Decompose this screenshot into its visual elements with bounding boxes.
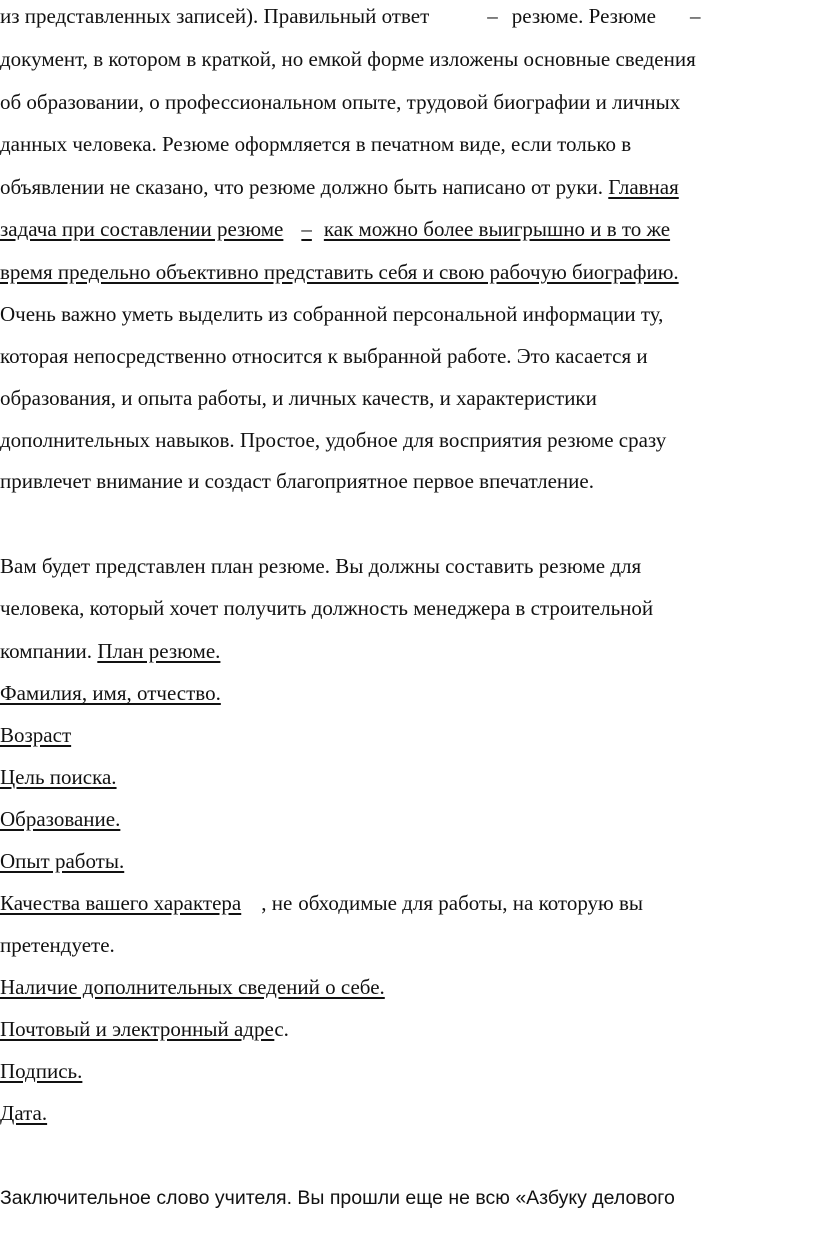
text-fragment: резюме. Резюме (511, 4, 656, 28)
plan-item-qualities (0, 888, 816, 918)
dash: – (487, 4, 498, 28)
para1-line-8: Очень важно уметь выделить из собранной персональной информации ту, (0, 302, 664, 326)
text-fragment: компании. (0, 639, 93, 663)
text-fragment: обходимые для работы, на которую вы (298, 891, 644, 915)
para1-line-6 (0, 214, 816, 244)
plan-item-date: Дата. (0, 1101, 48, 1125)
para1-line-5 (0, 172, 816, 202)
closing-line: Заключительное слово учителя. Вы прошли еще не всю «Азбуку делового (0, 1187, 675, 1209)
text-fragment: , не (261, 891, 293, 915)
plan-heading: План резюме. (97, 639, 221, 663)
para2-line-3 (0, 636, 816, 666)
para1-line-1 (0, 1, 816, 31)
underlined-text: Главная (608, 175, 679, 199)
plan-item-signature: Подпись. (0, 1059, 83, 1083)
text-fragment: из представленных записей). Правильный ответ (0, 4, 430, 28)
para1-line-4: данных человека. Резюме оформляется в печатном виде, если только в (0, 132, 632, 156)
dash: – (689, 4, 701, 28)
para1-line-10: образования, и опыта работы, и личных качеств, и характеристики (0, 386, 597, 410)
plan-item-extra: Наличие дополнительных сведений о себе. (0, 975, 385, 999)
text-fragment: с. (274, 1017, 289, 1041)
para2-line-2: человека, который хочет получить должность менеджера в строительной (0, 596, 654, 620)
para2-line-1: Вам будет представлен план резюме. Вы должны составить резюме для (0, 554, 642, 578)
plan-item-qualities-cont: претендуете. (0, 933, 115, 957)
plan-item-experience: Опыт работы. (0, 849, 125, 873)
para1-line-11: дополнительных навыков. Простое, удобное для восприятия резюме сразу (0, 428, 667, 452)
para1-line-7: время предельно объективно представить себя и свою рабочую биографию. (0, 260, 679, 284)
text-fragment: осредственно относится к выбранной работе. Это касается и (105, 344, 648, 368)
plan-item-goal: Цель поиска. (0, 765, 117, 789)
para1-line-3: об образовании, о профессиональном опыте, трудовой биографии и личных (0, 90, 681, 114)
text-fragment: объявлении не сказано, что резюме должно быть написано от руки. (0, 175, 604, 199)
plan-item-age: Возраст (0, 723, 72, 747)
plan-item-fio: Фамилия, имя, отчество. (0, 681, 221, 705)
underlined-text: Качества вашего характера (0, 891, 242, 915)
plan-item-address (0, 1014, 816, 1044)
para1-line-2: документ, в котором в краткой, но емкой форме изложены основные сведения (0, 47, 696, 71)
para1-line-12: привлечет внимание и создаст благоприятное первое впечатление. (0, 469, 594, 493)
underlined-text: задача при составлении резюме – как можно более выигрышно и в то же (0, 217, 671, 241)
underlined-text: Почтовый и электронный адре (0, 1017, 275, 1041)
plan-item-education: Образование. (0, 807, 121, 831)
text-fragment: которая неп (0, 344, 106, 368)
para1-line-9 (0, 341, 816, 371)
